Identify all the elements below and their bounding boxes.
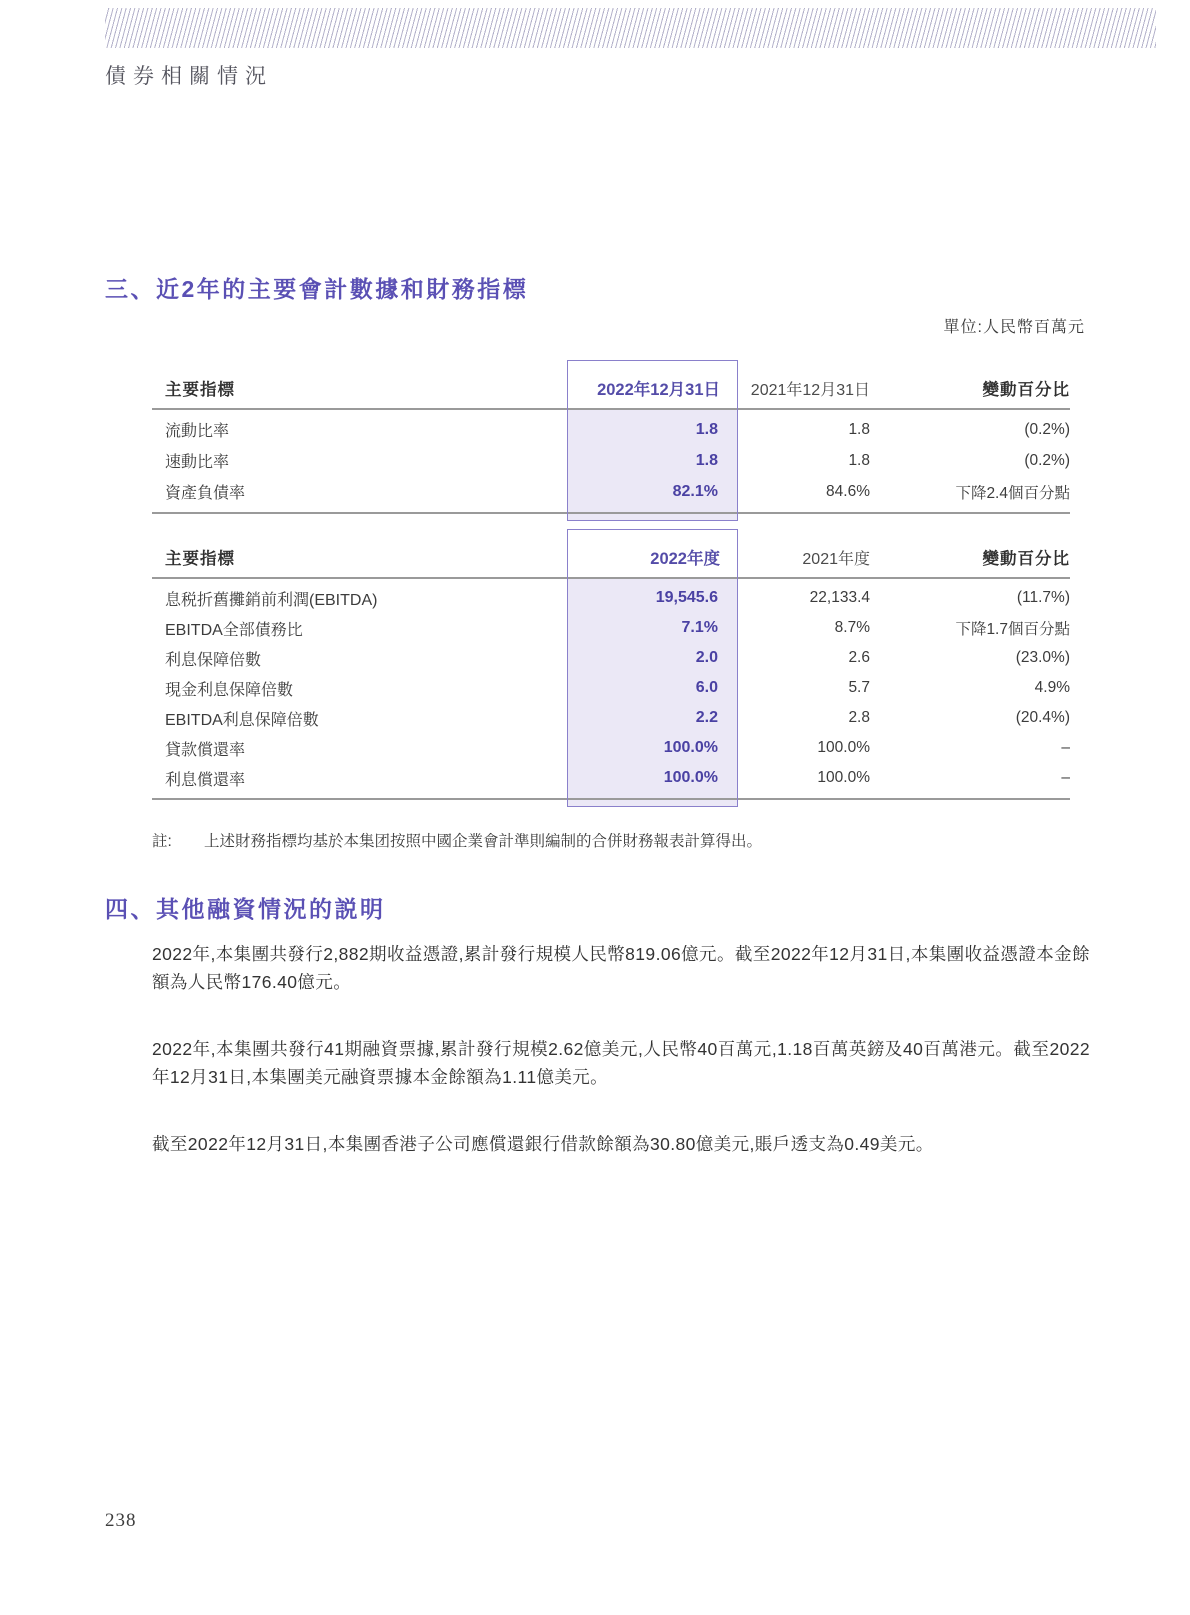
row-label: 資產負債率 — [165, 485, 246, 502]
value-change: 4.9% — [1034, 679, 1070, 696]
row-label: EBITDA利息保障倍數 — [165, 711, 319, 729]
table-row — [152, 414, 1070, 445]
value-2021: 2.8 — [848, 709, 870, 726]
value-change: (11.7%) — [1016, 589, 1070, 606]
table-header-row — [152, 537, 1070, 579]
paragraph-income-certificates: 2022年,本集團共發行2,882期收益憑證,累計發行規模人民幣819.06億元。截至2022年12月31日,本集團收益憑證本金餘額為人民幣176.40億元。 — [152, 944, 1090, 993]
column-header-2021: 2021年12月31日 — [750, 381, 870, 399]
value-change: – — [1061, 769, 1070, 786]
page-number: 238 — [105, 1510, 137, 1531]
row-label: 利息償還率 — [165, 771, 246, 789]
document-header: 債券相關情況 — [105, 64, 273, 88]
value-2022: 82.1% — [672, 482, 718, 500]
value-2021: 84.6% — [826, 482, 870, 500]
value-2022: 1.8 — [695, 420, 718, 438]
column-header-change: 變動百分比 — [982, 550, 1070, 568]
table-row — [152, 703, 1070, 733]
table-body — [152, 410, 1070, 514]
value-change: (0.2%) — [1024, 451, 1070, 469]
column-header: 主要指標 — [165, 381, 235, 399]
value-2022: 100.0% — [663, 769, 718, 786]
table-row — [152, 673, 1070, 703]
table-note — [152, 829, 1082, 851]
table-row — [152, 476, 1070, 507]
column-header-2022: 2022年度 — [650, 550, 720, 568]
column-header-2022: 2022年12月31日 — [597, 381, 720, 399]
table-row — [152, 763, 1070, 793]
value-2022: 19,545.6 — [655, 589, 718, 606]
row-label: 貸款償還率 — [165, 741, 246, 759]
value-2022: 7.1% — [681, 619, 718, 636]
paragraph-financing-notes: 2022年,本集團共發行41期融資票據,累計發行規模2.62億美元,人民幣40百萬元,1.18百萬英鎊及40百萬港元。截至2022年12月31日,本集團美元融資票據本金餘額為1.11億美元。 — [152, 1039, 1090, 1088]
row-label: 速動比率 — [165, 454, 230, 471]
table-row — [152, 583, 1070, 613]
value-2021: 100.0% — [817, 739, 870, 756]
paragraph-hk-subsidiary-loans: 截至2022年12月31日,本集團香港子公司應償還銀行借款餘額為30.80億美元,賬戶透支為0.49美元。 — [152, 1134, 934, 1154]
section3-title: 三、近2年的主要會計數據和財務指標 — [105, 276, 529, 302]
value-2021: 100.0% — [817, 769, 870, 786]
table-header-row — [152, 368, 1070, 410]
value-change: (23.0%) — [1015, 649, 1070, 666]
indicators-table-balance-date — [152, 368, 1070, 514]
table-row — [152, 445, 1070, 476]
value-2022: 100.0% — [663, 739, 718, 756]
value-change: 下降1.7個百分點 — [955, 621, 1070, 638]
row-label: 利息保障倍數 — [165, 651, 262, 669]
value-change: – — [1061, 739, 1070, 756]
indicators-table-annual — [152, 537, 1070, 800]
value-2021: 1.8 — [848, 451, 870, 469]
table-body — [152, 579, 1070, 800]
row-label: 現金利息保障倍數 — [165, 681, 294, 699]
column-header: 主要指標 — [165, 550, 235, 568]
value-change: (20.4%) — [1015, 709, 1070, 726]
value-2022: 1.8 — [695, 451, 718, 469]
column-header-2021: 2021年度 — [802, 550, 870, 568]
value-change: 下降2.4個百分點 — [955, 484, 1070, 502]
section4-title: 四、其他融資情況的説明 — [105, 896, 386, 922]
table-row — [152, 733, 1070, 763]
value-2022: 2.2 — [695, 709, 718, 726]
value-2021: 8.7% — [834, 619, 870, 636]
value-2021: 22,133.4 — [809, 589, 870, 606]
note-text: 上述財務指標均基於本集团按照中國企業會計準則編制的合併財務報表計算得出。 — [204, 833, 763, 850]
value-2021: 2.6 — [848, 649, 870, 666]
table-row — [152, 643, 1070, 673]
value-2021: 5.7 — [848, 679, 870, 696]
hatched-banner — [105, 8, 1156, 48]
note-label: 註: — [152, 833, 172, 850]
column-header-change: 變動百分比 — [982, 381, 1070, 399]
row-label: 流動比率 — [165, 423, 230, 440]
row-label: EBITDA全部債務比 — [165, 621, 303, 639]
value-2022: 6.0 — [695, 679, 718, 696]
value-change: (0.2%) — [1024, 420, 1070, 438]
value-2022: 2.0 — [695, 649, 718, 666]
table-row — [152, 613, 1070, 643]
row-label: 息税折舊攤銷前利潤(EBITDA) — [165, 591, 378, 609]
unit-note: 單位:人民幣百萬元 — [943, 319, 1085, 336]
value-2021: 1.8 — [848, 420, 870, 438]
